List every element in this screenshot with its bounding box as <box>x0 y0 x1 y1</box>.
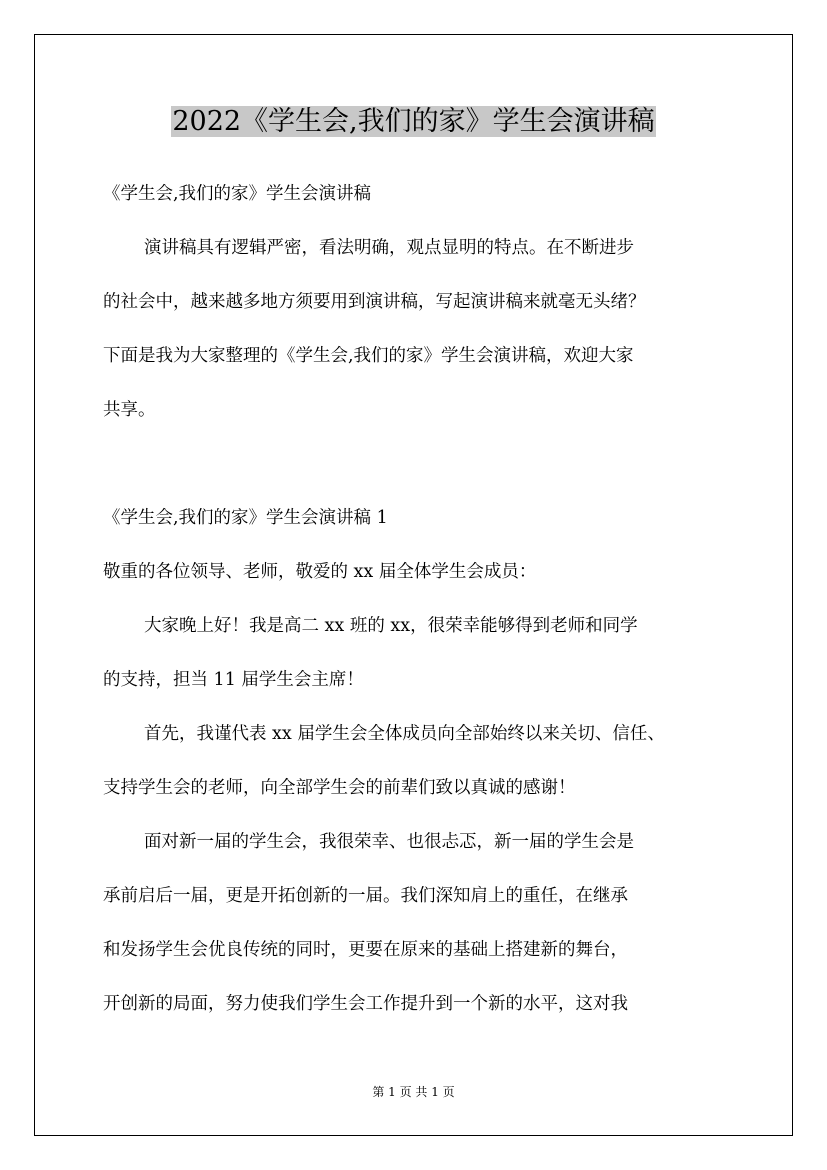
section-heading: 《学生会,我们的家》学生会演讲稿 1 <box>103 508 388 528</box>
document-title <box>0 100 827 144</box>
paragraph-line: 面对新一届的学生会，我很荣幸、也很忐忑，新一届的学生会是 <box>144 832 634 852</box>
paragraph-line: 和发扬学生会优良传统的同时，更要在原来的基础上搭建新的舞台， <box>103 940 628 960</box>
paragraph-line: 的支持，担当 11 届学生会主席！ <box>103 670 364 690</box>
paragraph-line: 演讲稿具有逻辑严密，看法明确，观点显明的特点。在不断进步 <box>144 238 634 258</box>
paragraph-line: 共享。 <box>103 400 156 420</box>
subtitle-line: 《学生会,我们的家》学生会演讲稿 <box>103 184 372 204</box>
paragraph-line: 开创新的局面，努力使我们学生会工作提升到一个新的水平，这对我 <box>103 994 628 1014</box>
paragraph-line: 的社会中，越来越多地方须要用到演讲稿，写起演讲稿来就毫无头绪？ <box>103 292 646 312</box>
page-number-footer: 第 1 页 共 1 页 <box>372 1085 455 1099</box>
paragraph-line: 下面是我为大家整理的《学生会,我们的家》学生会演讲稿，欢迎大家 <box>103 346 634 366</box>
paragraph-line: 支持学生会的老师，向全部学生会的前辈们致以真诚的感谢！ <box>103 778 576 798</box>
salutation-line: 敬重的各位领导、老师，敬爱的 xx 届全体学生会成员： <box>103 562 537 582</box>
title-text: 2022《学生会,我们的家》学生会演讲稿 <box>172 106 655 137</box>
paragraph-line: 首先，我谨代表 xx 届学生会全体成员向全部始终以来关切、信任、 <box>144 724 665 744</box>
paragraph-line: 承前启后一届，更是开拓创新的一届。我们深知肩上的重任，在继承 <box>103 886 628 906</box>
paragraph-line: 大家晚上好！我是高二 xx 班的 xx，很荣幸能够得到老师和同学 <box>144 616 638 636</box>
